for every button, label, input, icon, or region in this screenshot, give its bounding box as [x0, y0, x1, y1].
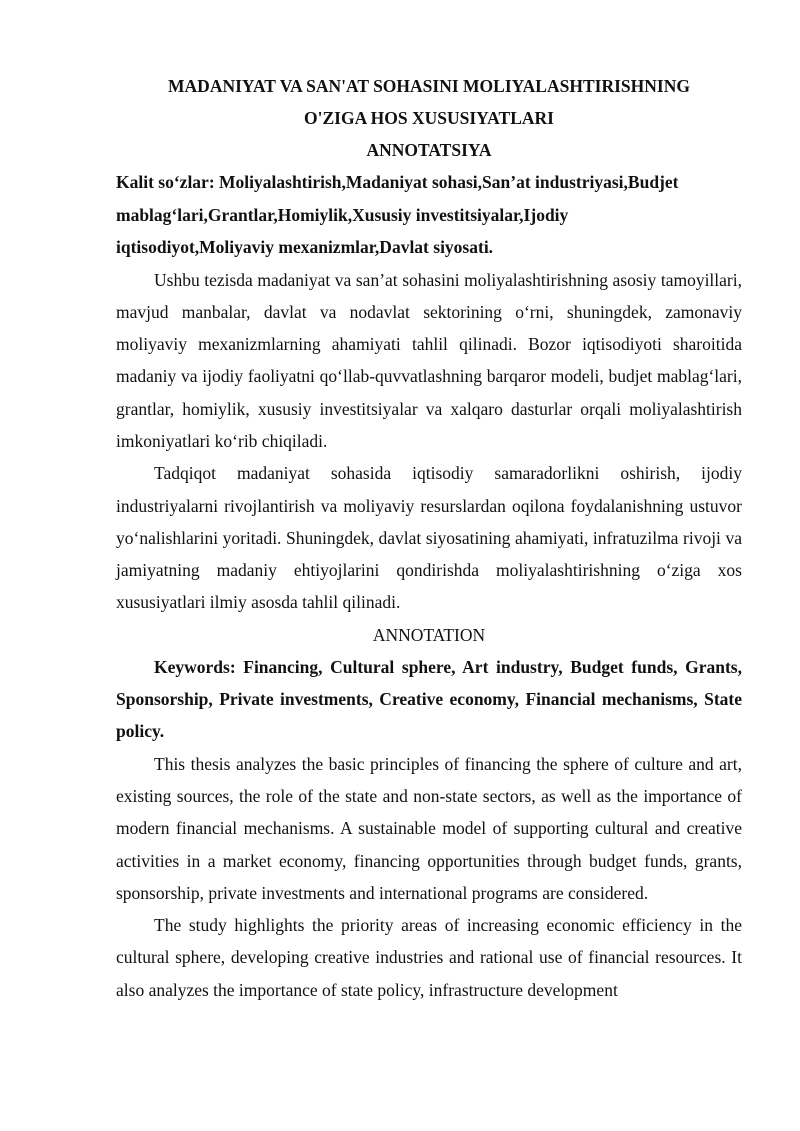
uz-paragraph-1: Ushbu tezisda madaniyat va san’at sohasini moliyalashtirishning asosiy tamoyillari, mavjud manbalar, davlat va nodavlat sektorining o‘rni, shuningdek, zamonaviy moliyaviy mexanizmlarning ahamiyati tahlil qilinadi. Bozor iqtisodiyoti sharoitida madaniy va ijodiy faoliyatni qo‘llab-quvvatlashning barqaror modeli, budjet mablag‘lari, grantlar, homiylik, xususiy investitsiyalar va xalqaro dasturlar orqali moliyalashtirish imkoniyatlari ko‘rib chiqiladi.: [116, 269, 742, 451]
uz-paragraph-2: Tadqiqot madaniyat sohasida iqtisodiy samaradorlikni oshirish, ijodiy industriyalarni rivojlantirish va moliyaviy resurslardan oqilona foydalanishning ustuvor yo‘nalishlarini yoritadi. Shuningdek, davlat siyosatining ahamiyati, infratuzilma rivoji va jamiyatning madaniy ehtiyojlarini qondirishda moliyalashtirishning o‘ziga xos xususiyatlari ilmiy asosda tahlil qilinadi.: [116, 463, 742, 613]
title-line-2: O'ZIGA HOS XUSUSIYATLARI: [304, 108, 554, 128]
en-paragraph-2: The study highlights the priority areas of increasing economic efficiency in the cultural sphere, developing creative industries and rational use of financial resources. It also analyzes the importance of state policy, infrastructure development: [116, 915, 742, 1000]
title-line-1: MADANIYAT VA SAN'AT SOHASINI MOLIYALASHTIRISHNING: [168, 76, 690, 96]
uz-keywords-line-3: iqtisodiyot,Moliyaviy mexanizmlar,Davlat siyosati.: [116, 237, 494, 257]
annotatsiya-heading: ANNOTATSIYA: [366, 140, 492, 160]
uz-keywords-line-2: mablag‘lari,Grantlar,Homiylik,Xususiy investitsiyalar,Ijodiy: [116, 204, 569, 225]
en-keywords: Keywords: Financing, Cultural sphere, Art industry, Budget funds, Grants, Sponsorship, Private investments, Creative economy, Financial mechanisms, State policy.: [116, 656, 742, 742]
uz-keywords: [116, 166, 742, 264]
en-paragraph-1: This thesis analyzes the basic principles of financing the sphere of culture and art, existing sources, the role of the state and non-state sectors, as well as the importance of modern financial mechanisms. A sustainable model of supporting cultural and creative activities in a market economy, financing opportunities through budget funds, grants, sponsorship, private investments and international programs are considered.: [116, 753, 742, 903]
annotation-heading: ANNOTATION: [372, 624, 486, 645]
document-page: [116, 70, 742, 1006]
document-title: [116, 70, 742, 134]
uz-keywords-line-1: Kalit so‘zlar: Moliyalashtirish,Madaniyat sohasi,San’at industriyasi,Budjet: [116, 172, 679, 192]
